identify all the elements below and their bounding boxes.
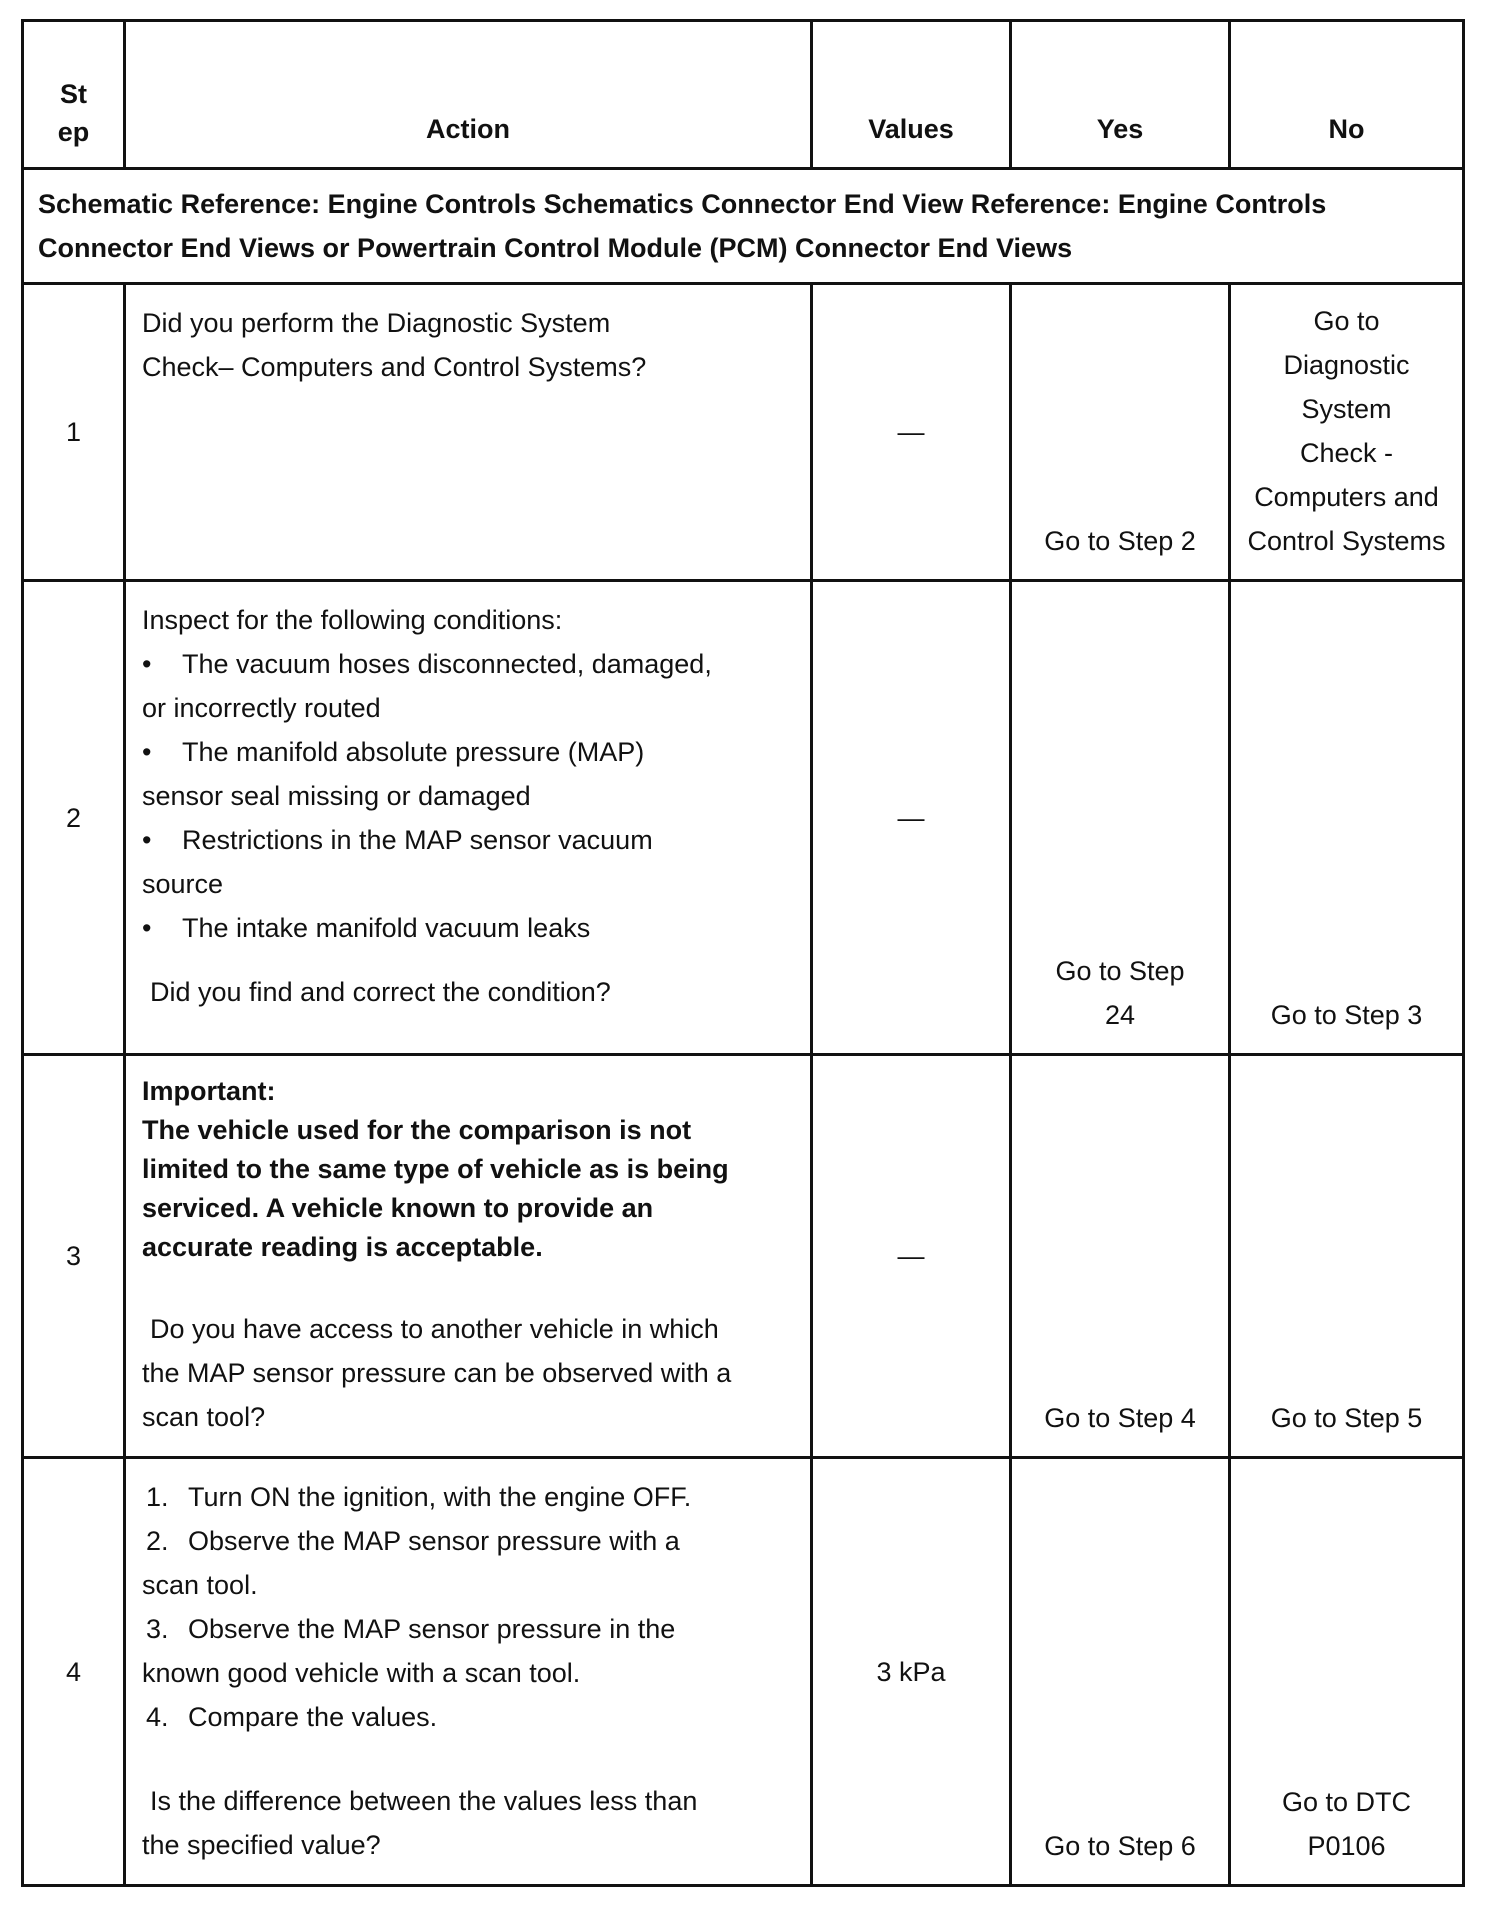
- numbered-item: 1. Turn ON the ignition, with the engine OFF.: [146, 1482, 692, 1512]
- item-continuation: scan tool.: [142, 1570, 258, 1600]
- values-cell: —: [812, 284, 1011, 581]
- bullet-icon: •: [142, 649, 152, 679]
- action-question: the MAP sensor pressure can be observed with a: [142, 1358, 732, 1388]
- schematic-reference: [23, 169, 1464, 284]
- action-cell: [125, 1458, 812, 1886]
- action-question: Do you have access to another vehicle in which: [150, 1314, 719, 1344]
- numbered-item: 2. Observe the MAP sensor pressure with a: [146, 1526, 680, 1556]
- column-header-action: Action: [125, 21, 812, 169]
- action-cell: [125, 284, 812, 581]
- header-step-line1: St: [60, 79, 87, 109]
- header-row: [23, 21, 1464, 169]
- reference-line1: Schematic Reference: Engine Controls Schematics Connector End View Reference: Engine Controls: [38, 189, 1327, 219]
- important-text: serviced. A vehicle known to provide an: [142, 1193, 654, 1223]
- bullet-icon: •: [142, 913, 152, 943]
- column-header-yes: Yes: [1011, 21, 1230, 169]
- bullet-item: • The manifold absolute pressure (MAP): [142, 730, 794, 774]
- important-text: The vehicle used for the comparison is not: [142, 1115, 692, 1145]
- column-header-no: No: [1230, 21, 1464, 169]
- no-text: Control Systems: [1247, 526, 1446, 556]
- bullet-item: • The vacuum hoses disconnected, damaged,: [142, 642, 794, 686]
- action-question: Did you find and correct the condition?: [150, 977, 611, 1007]
- table-row: [23, 1055, 1464, 1458]
- table-row: [23, 1458, 1464, 1886]
- numbered-item: 4. Compare the values.: [146, 1702, 438, 1732]
- yes-text: 24: [1104, 1000, 1136, 1030]
- reference-line2: Connector End Views or Powertrain Control Module (PCM) Connector End Views: [38, 233, 1073, 263]
- yes-text: Go to Step: [1055, 956, 1185, 986]
- no-text: System: [1301, 394, 1392, 424]
- yes-cell: Go to Step 6: [1011, 1458, 1230, 1886]
- reference-row: [23, 169, 1464, 284]
- no-cell: [1230, 284, 1464, 581]
- table-row: [23, 284, 1464, 581]
- action-question: Is the difference between the values less than: [150, 1786, 698, 1816]
- step-number: 2: [23, 581, 125, 1055]
- bullet-icon: •: [142, 737, 152, 767]
- bullet-continuation: or incorrectly routed: [142, 693, 381, 723]
- action-intro: Inspect for the following conditions:: [142, 605, 563, 635]
- values-cell: —: [812, 1055, 1011, 1458]
- no-cell: Go to Step 5: [1230, 1055, 1464, 1458]
- bullet-continuation: sensor seal missing or damaged: [142, 781, 531, 811]
- important-text: accurate reading is acceptable.: [142, 1232, 543, 1262]
- no-text: Check -: [1299, 438, 1394, 468]
- column-header-step: [23, 21, 125, 169]
- important-label: Important:: [142, 1076, 276, 1106]
- step-number: 1: [23, 284, 125, 581]
- no-text: Go to DTC: [1281, 1787, 1412, 1817]
- action-cell: [125, 581, 812, 1055]
- numbered-item: 3. Observe the MAP sensor pressure in the: [146, 1614, 676, 1644]
- no-cell: Go to Step 3: [1230, 581, 1464, 1055]
- bullet-item: • Restrictions in the MAP sensor vacuum: [142, 818, 794, 862]
- action-cell: [125, 1055, 812, 1458]
- no-text: Go to: [1313, 306, 1380, 336]
- item-continuation: known good vehicle with a scan tool.: [142, 1658, 581, 1688]
- yes-cell: Go to Step 2: [1011, 284, 1230, 581]
- yes-cell: [1011, 581, 1230, 1055]
- bullet-item: • The intake manifold vacuum leaks: [142, 906, 794, 950]
- action-text: Did you perform the Diagnostic System: [142, 308, 611, 338]
- action-question: the specified value?: [142, 1830, 381, 1860]
- important-note: [142, 1072, 794, 1267]
- diagnostic-table: [21, 19, 1465, 1887]
- no-text: Diagnostic: [1283, 350, 1410, 380]
- bullet-icon: •: [142, 825, 152, 855]
- no-text: Computers and: [1254, 482, 1439, 512]
- action-text: Check– Computers and Control Systems?: [142, 352, 647, 382]
- table-row: [23, 581, 1464, 1055]
- action-question: scan tool?: [142, 1402, 266, 1432]
- bullet-continuation: source: [142, 869, 224, 899]
- header-step-line2: ep: [57, 117, 90, 147]
- values-cell: 3 kPa: [812, 1458, 1011, 1886]
- no-text: P0106: [1307, 1831, 1386, 1861]
- yes-cell: Go to Step 4: [1011, 1055, 1230, 1458]
- step-number: 4: [23, 1458, 125, 1886]
- column-header-values: Values: [812, 21, 1011, 169]
- step-number: 3: [23, 1055, 125, 1458]
- no-cell: [1230, 1458, 1464, 1886]
- important-text: limited to the same type of vehicle as is being: [142, 1154, 729, 1184]
- values-cell: —: [812, 581, 1011, 1055]
